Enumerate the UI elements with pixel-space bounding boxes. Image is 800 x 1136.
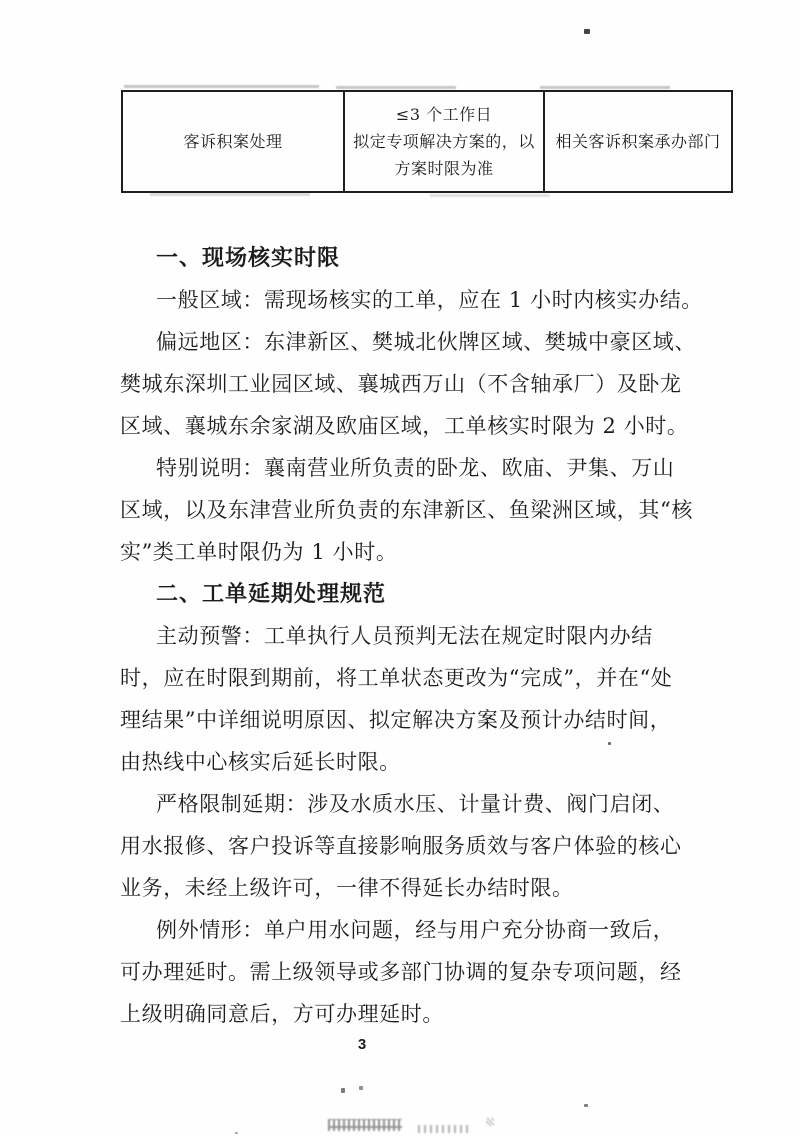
- paragraph-line: 时，应在时限到期前，将工单状态更改为“完成”，并在“处: [120, 666, 673, 690]
- scan-smudge: [328, 1119, 402, 1131]
- paragraph-line: 区域，以及东津营业所负责的东津新区、鱼梁洲区域，其“核: [120, 498, 693, 522]
- paragraph-line: 主动预警：工单执行人员预判无法在规定时限内办结: [156, 624, 653, 648]
- paragraph-line: 业务，未经上级许可，一律不得延长办结时限。: [120, 876, 574, 900]
- paragraph-line: 由热线中心核实后延长时限。: [120, 750, 401, 774]
- scan-smudge: [418, 1125, 470, 1133]
- paragraph-line: 偏远地区：东津新区、樊城北伙牌区域、樊城中豪区域、: [156, 330, 696, 354]
- scan-smudge: [150, 193, 310, 196]
- scan-speck: [341, 1088, 345, 1093]
- table-cell-text: 方案时限为准: [394, 159, 494, 178]
- paragraph-line: 理结果”中详细说明原因、拟定解决方案及预计办结时间，: [120, 708, 672, 732]
- table-cell-text: 相关客诉积案承办部门: [555, 132, 721, 151]
- scan-speck: [235, 1132, 238, 1134]
- paragraph-line: 可办理延时。需上级领导或多部门协调的复杂专项问题，经: [120, 960, 682, 984]
- scan-speck: [584, 29, 590, 34]
- scan-speck: [584, 1104, 588, 1107]
- paragraph-line: 上级明确同意后，方可办理延时。: [120, 1002, 444, 1026]
- scan-smudge: [540, 86, 670, 89]
- table-cell-item: [122, 91, 344, 192]
- table-cell-text: ≤3 个工作日: [395, 105, 493, 124]
- paragraph-line: 实”类工单时限仍为 1 小时。: [120, 540, 398, 564]
- paragraph-line: 特别说明：襄南营业所负责的卧龙、欧庙、尹集、万山: [156, 456, 675, 480]
- paragraph-line: 一般区域：需现场核实的工单，应在 1 小时内核实办结。: [156, 288, 703, 312]
- scan-smudge: [124, 85, 319, 88]
- table-cell-text: 客诉积案处理: [183, 132, 283, 151]
- paragraph-line: 严格限制延期：涉及水质水压、计量计费、阀门启闭、: [156, 792, 675, 816]
- table-row: [122, 91, 732, 192]
- table-cell-time-limit: [344, 91, 544, 192]
- section-heading-1: 一、现场核实时限: [156, 245, 341, 270]
- document-body: [120, 237, 703, 1035]
- paragraph-line: 区域、襄城东余家湖及欧庙区域，工单核实时限为 2 小时。: [120, 414, 689, 438]
- paragraph-line: 例外情形：单户用水问题，经与用户充分协商一致后，: [156, 918, 675, 942]
- table-cell-department: [544, 91, 732, 192]
- scan-smudge: [336, 86, 456, 89]
- scan-speck: [608, 742, 611, 745]
- section-heading-2: 二、工单延期处理规范: [156, 581, 387, 606]
- page-number: 3: [357, 1036, 367, 1053]
- paragraph-line: 樊城东深圳工业园区域、襄城西万山（不含轴承厂）及卧龙: [120, 372, 682, 396]
- scan-speck: [359, 1086, 363, 1090]
- paragraph-line: 用水报修、客户投诉等直接影响服务质效与客户体验的核心: [120, 834, 682, 858]
- scan-smudge: [486, 1118, 494, 1126]
- workorder-table: [121, 90, 733, 193]
- table-cell-text: 拟定专项解决方案的，以: [353, 132, 535, 151]
- scan-smudge: [430, 194, 550, 197]
